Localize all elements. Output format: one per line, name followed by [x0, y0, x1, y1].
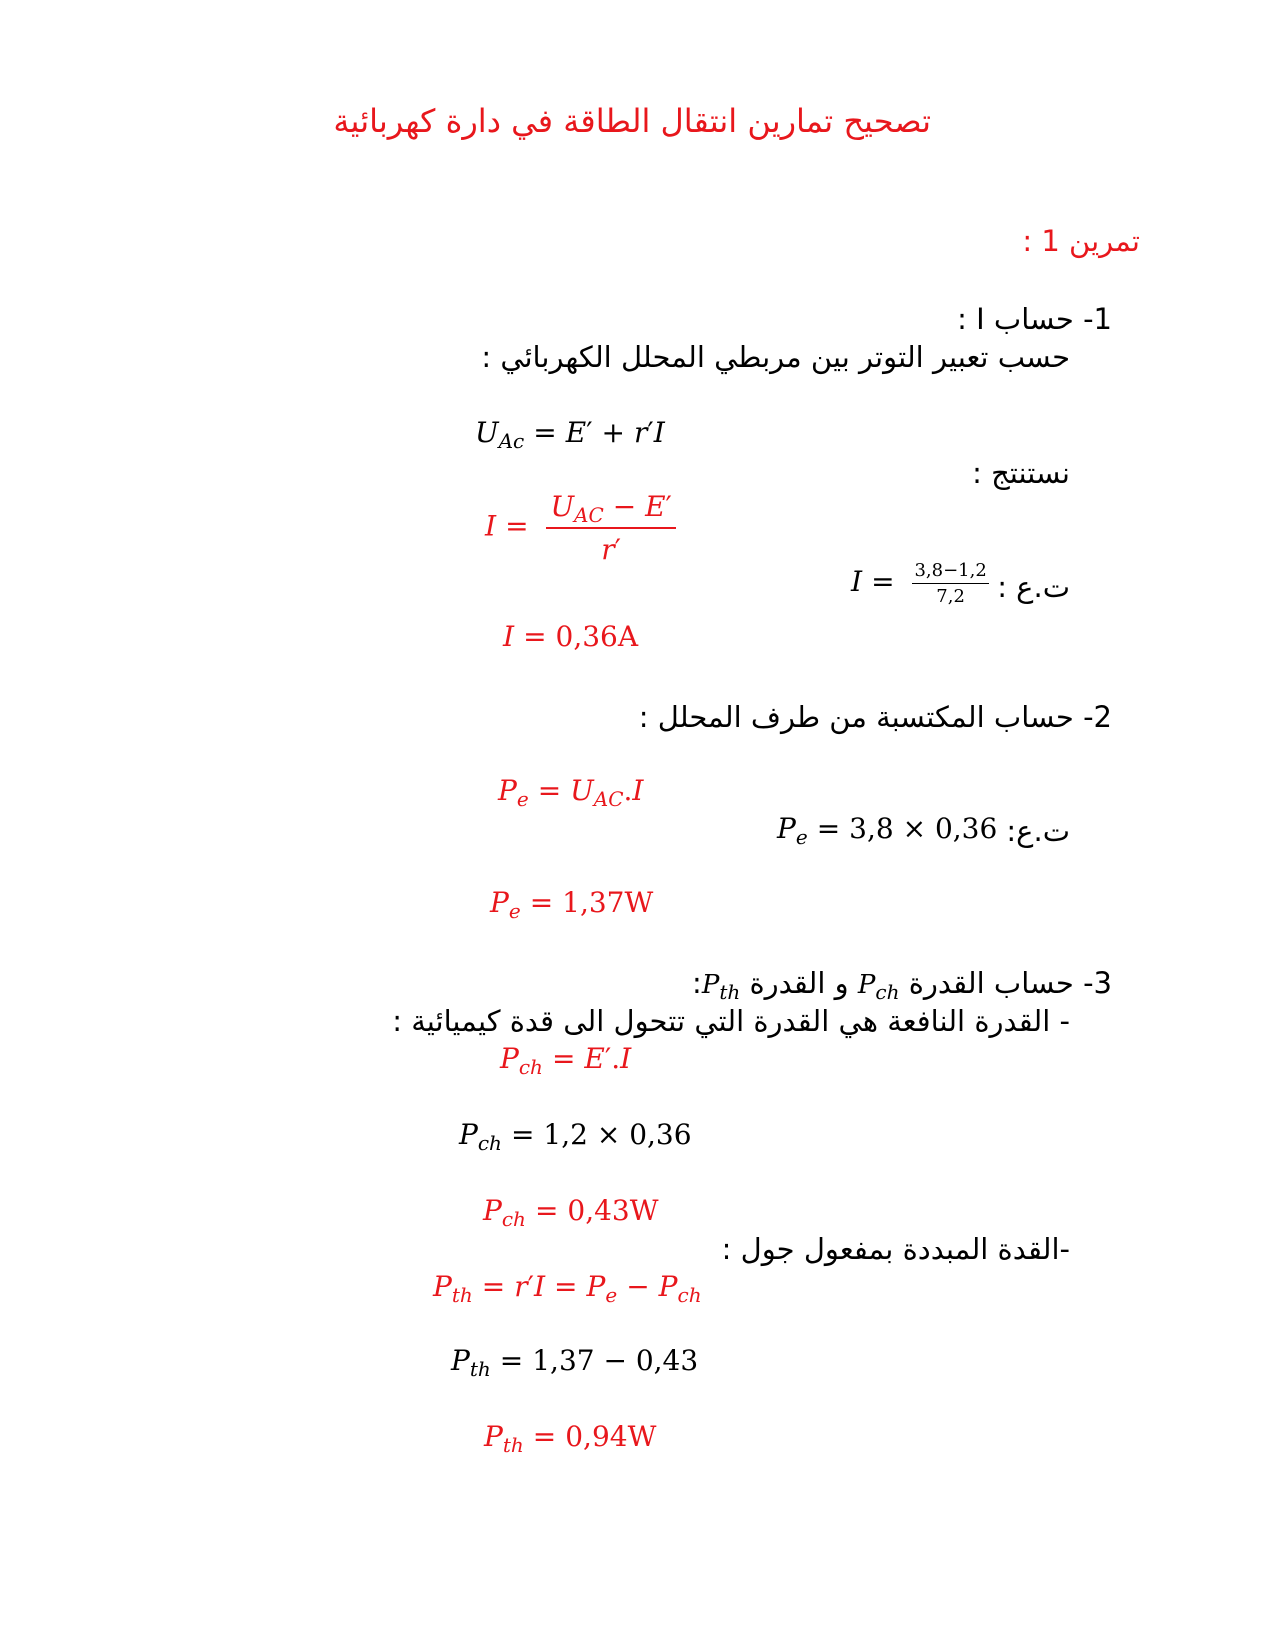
q3-pth-result: $P_{th} = 0,94W$ — [484, 1420, 657, 1457]
q2-formula: $P_e = U_{AC}.I$ — [498, 774, 644, 811]
q1-intro: حسب تعبير التوتر بين مربطي المحلل الكهربائي : — [481, 340, 1070, 374]
q2-numeric-label: ت.ع: — [1006, 814, 1070, 848]
q1-deduce: نستنتج : — [972, 456, 1070, 490]
q2-numeric-expr: $P_e = 3,8 \times 0,36$ — [777, 812, 998, 849]
exercise-label: تمرين 1 : — [1022, 224, 1140, 258]
q3-pch-numeric: $P_{ch} = 1,2 \times 0,36$ — [459, 1118, 692, 1155]
page-title: تصحيح تمارين انتقال الطاقة في دارة كهربائية — [333, 102, 931, 140]
q3-joule-line: -القدة المبددة بمفعول جول : — [721, 1232, 1070, 1266]
q1-heading: 1- حساب I : — [957, 302, 1112, 336]
q1-numeric-den: 7,2 — [936, 586, 965, 607]
q3-heading: 3- حساب القدرة $P_{ch}$ و القدرة $P_{th}$: — [692, 966, 1112, 1004]
q1-result: I = 0,36A — [503, 620, 639, 653]
q3-pch-formula: $P_{ch} = E'.I$ — [500, 1042, 632, 1079]
q3-pth-formula: $P_{th} = r'I = P_e - P_{ch}$ — [433, 1270, 702, 1307]
q2-heading: 2- حساب المكتسبة من طرف المحلل : — [638, 700, 1112, 734]
q3-pch-result: $P_{ch} = 0,43W$ — [483, 1194, 659, 1231]
q3-pth-numeric: $P_{th} = 1,37 - 0,43$ — [451, 1344, 699, 1381]
q1-numeric-label: ت.ع : — [997, 570, 1070, 604]
q2-result: $P_e = 1,37W$ — [490, 886, 654, 923]
q1-numeric-num: 3,8−1,2 — [912, 560, 988, 584]
q1-numeric-expr: I = $\frac{3,8-1,2}{7,2}$ — [851, 560, 987, 607]
q1-formula: $U_{Ac} = E' + r'I$ — [475, 416, 665, 453]
q1-result-formula: I = $\frac{U_{AC} - E'}{r'}$ — [485, 490, 676, 566]
q3-useful-line: - القدرة النافعة هي القدرة التي تتحول الى قدة كيميائية : — [392, 1004, 1070, 1038]
